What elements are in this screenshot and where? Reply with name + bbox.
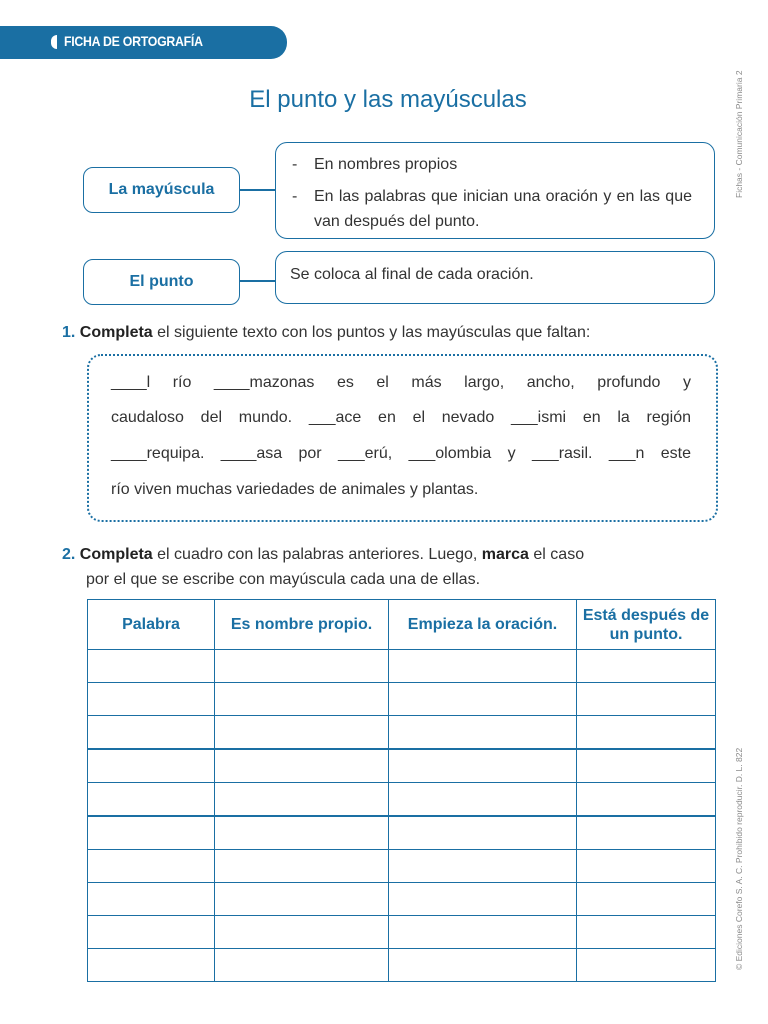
table-row xyxy=(88,816,716,850)
page-title: El punto y las mayúsculas xyxy=(249,86,527,113)
punto-label-box xyxy=(83,259,240,305)
punto-text: Se coloca al final de cada oración. xyxy=(290,266,534,283)
table-cell[interactable] xyxy=(215,816,389,850)
mayuscula-rules xyxy=(290,152,692,234)
instruction-text: el siguiente texto con los puntos y las mayúsculas que faltan: xyxy=(152,324,591,341)
table-cell[interactable] xyxy=(389,683,577,716)
table-cell[interactable] xyxy=(577,783,716,817)
table-cell[interactable] xyxy=(88,783,215,817)
mayuscula-label-box xyxy=(83,167,240,213)
table-cell[interactable] xyxy=(88,816,215,850)
table-cell[interactable] xyxy=(88,650,215,683)
rule-item: - En nombres propios xyxy=(290,152,692,177)
table-cell[interactable] xyxy=(389,949,577,982)
header-empieza-oracion: Empieza la oración. xyxy=(389,600,577,650)
side-caption-top: Fichas - Comunicación Primaria 2 xyxy=(734,70,744,198)
connector-line xyxy=(239,189,276,191)
question-1 xyxy=(62,320,590,345)
instruction-text: el caso xyxy=(528,546,585,563)
mayuscula-info-box xyxy=(275,142,715,239)
table-row xyxy=(88,883,716,916)
table-cell[interactable] xyxy=(389,883,577,916)
table-row xyxy=(88,916,716,949)
table-cell[interactable] xyxy=(88,683,215,716)
table-cell[interactable] xyxy=(215,883,389,916)
table-cell[interactable] xyxy=(88,883,215,916)
punto-info-box xyxy=(275,251,715,304)
table-cell[interactable] xyxy=(577,749,716,783)
banner-label: FICHA DE ORTOGRAFÍA xyxy=(64,33,203,49)
rule-item: - En las palabras que inician una oración y en las que van después del punto. xyxy=(290,184,692,234)
table-header-row xyxy=(88,600,716,650)
exercise-line: caudaloso del mundo. ___ace en el nevado ___ismi en la región xyxy=(111,409,691,426)
connector-line xyxy=(239,280,276,282)
classification-table xyxy=(87,599,716,982)
table-cell[interactable] xyxy=(215,916,389,949)
table-cell[interactable] xyxy=(577,816,716,850)
table-row xyxy=(88,949,716,982)
table-cell[interactable] xyxy=(215,650,389,683)
side-caption-bottom: © Ediciones Corefo S. A. C. Prohibido reproducir. D. L. 822 xyxy=(734,747,744,970)
table-cell[interactable] xyxy=(577,850,716,883)
table-cell[interactable] xyxy=(389,749,577,783)
instruction-verb: marca xyxy=(481,546,529,563)
table-cell[interactable] xyxy=(389,716,577,750)
table-cell[interactable] xyxy=(577,650,716,683)
table-cell[interactable] xyxy=(88,850,215,883)
question-number: 2. xyxy=(62,546,76,563)
table-row xyxy=(88,683,716,716)
table-cell[interactable] xyxy=(577,949,716,982)
header-nombre-propio: Es nombre propio. xyxy=(215,600,389,650)
table-row xyxy=(88,716,716,750)
table-row xyxy=(88,650,716,683)
mayuscula-label: La mayúscula xyxy=(108,181,215,198)
instruction-text: por el que se escribe con mayúscula cada una de ellas. xyxy=(86,571,481,588)
table-cell[interactable] xyxy=(577,683,716,716)
question-number: 1. xyxy=(62,324,76,341)
table-cell[interactable] xyxy=(215,783,389,817)
table-row xyxy=(88,749,716,783)
instruction-text: el cuadro con las palabras anteriores. Luego, xyxy=(152,546,482,563)
table-body xyxy=(88,650,716,982)
punto-label: El punto xyxy=(129,273,194,290)
table-cell[interactable] xyxy=(389,816,577,850)
section-banner xyxy=(0,26,287,59)
exercise-line: ____l río ____mazonas es el más largo, ancho, profundo y xyxy=(111,374,691,391)
header-palabra: Palabra xyxy=(88,600,215,650)
table-cell[interactable] xyxy=(577,916,716,949)
table-cell[interactable] xyxy=(88,749,215,783)
table-cell[interactable] xyxy=(88,716,215,750)
table-row xyxy=(88,783,716,817)
table-cell[interactable] xyxy=(577,883,716,916)
table-cell[interactable] xyxy=(215,683,389,716)
table-cell[interactable] xyxy=(577,716,716,750)
instruction-verb: Completa xyxy=(79,546,153,563)
instruction-verb: Completa xyxy=(79,324,153,341)
table-cell[interactable] xyxy=(389,850,577,883)
table-cell[interactable] xyxy=(88,949,215,982)
table-cell[interactable] xyxy=(389,650,577,683)
table-cell[interactable] xyxy=(215,949,389,982)
table-cell[interactable] xyxy=(215,716,389,750)
table-cell[interactable] xyxy=(88,916,215,949)
table-cell[interactable] xyxy=(389,916,577,949)
table-cell[interactable] xyxy=(215,850,389,883)
header-despues-punto: Está después de un punto. xyxy=(577,600,716,650)
table-row xyxy=(88,850,716,883)
exercise-line: río viven muchas variedades de animales y plantas. xyxy=(111,481,479,498)
question-2 xyxy=(62,542,716,592)
exercise-line: ____requipa. ____asa por ___erú, ___olombia y ___rasil. ___n este xyxy=(111,445,691,462)
table-cell[interactable] xyxy=(389,783,577,817)
bookmark-icon xyxy=(51,35,57,49)
table-cell[interactable] xyxy=(215,749,389,783)
